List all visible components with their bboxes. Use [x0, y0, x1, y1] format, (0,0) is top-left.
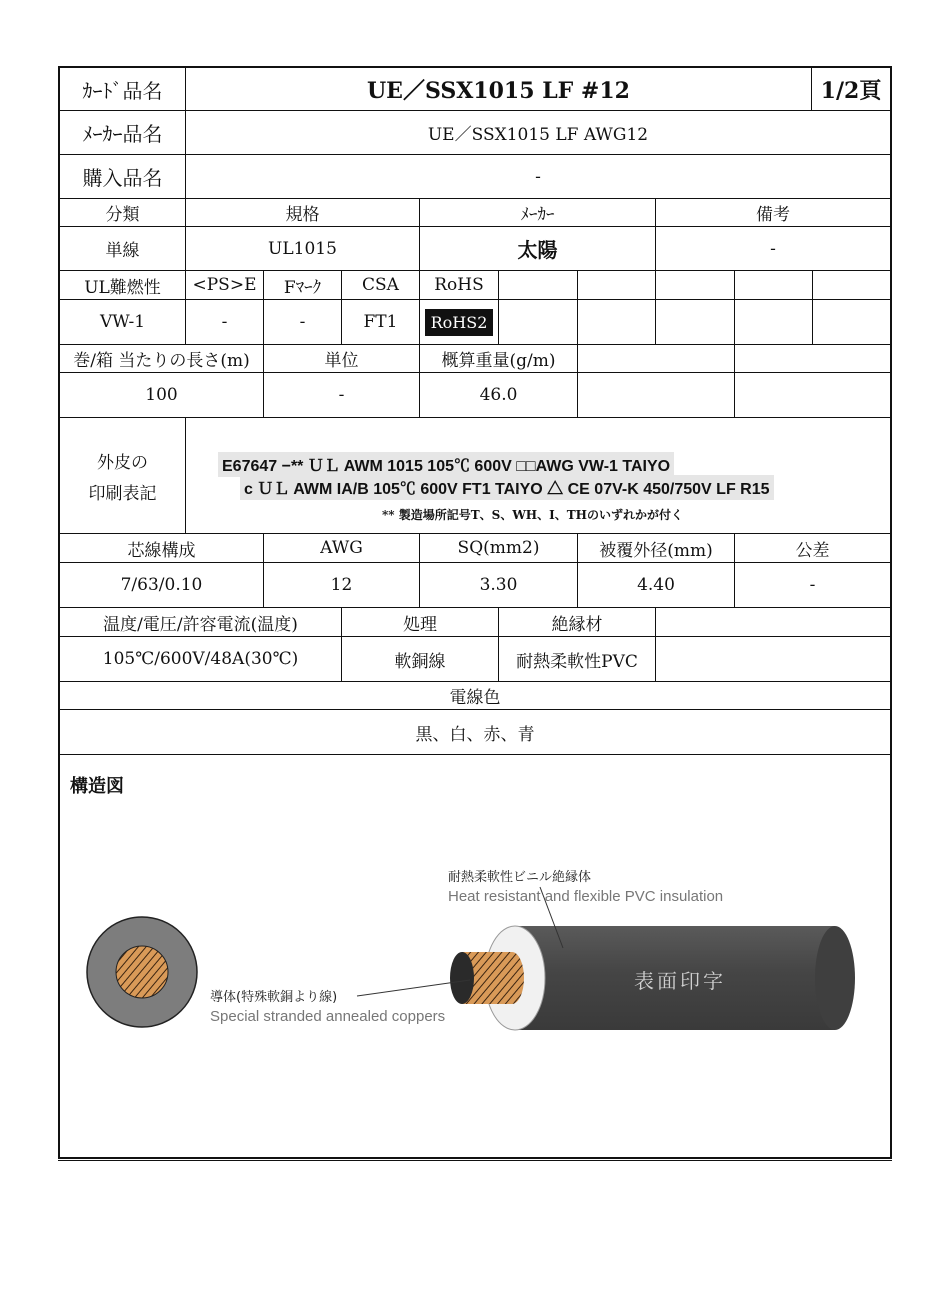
classification-value: 単線: [60, 227, 186, 271]
sq-value: 3.30: [420, 563, 578, 608]
pse-value: -: [186, 300, 264, 345]
remarks-value: -: [656, 227, 890, 271]
awg-header: AWG: [264, 534, 420, 563]
print-note: ** 製造場所記号T、S、WH、I、THのいずれかが付く: [382, 508, 684, 522]
wire-color-header: 電線色: [60, 682, 890, 710]
tolerance-header: 公差: [735, 534, 890, 563]
purchase-name-label: 購入品名: [60, 155, 186, 199]
strand-config-header: 芯線構成: [60, 534, 264, 563]
strand-config-value: 7/63/0.10: [60, 563, 264, 608]
outer-diameter-value: 4.40: [578, 563, 735, 608]
ul-flame-header: UL難燃性: [60, 271, 186, 300]
page-number: 1/2頁: [812, 68, 890, 111]
insulation-header: 絶縁材: [499, 608, 656, 637]
sq-header: SQ(mm2): [420, 534, 578, 563]
surface-print-label: 表面印字: [634, 969, 726, 993]
rohs-header: RoHS: [420, 271, 499, 300]
pse-header: <PS>E: [186, 271, 264, 300]
print-line-1: E67647 −** ＵＬ AWM 1015 105℃ 600V □□AWG VW-1 TAIYO: [218, 452, 674, 477]
tolerance-value: -: [735, 563, 890, 608]
card-name-value: UE／SSX1015 LF #12: [186, 68, 812, 111]
treatment-header: 処理: [342, 608, 499, 637]
card-name-label: ｶｰﾄﾞ品名: [60, 68, 186, 111]
maker-name-label: ﾒｰｶｰ品名: [60, 111, 186, 155]
rating-header: 温度/電圧/許容電流(温度): [60, 608, 342, 637]
conductor-label-jp: 導体(特殊軟銅より線): [210, 990, 338, 1005]
length-per-reel-header: 巻/箱 当たりの長さ(m): [60, 345, 264, 373]
awg-value: 12: [264, 563, 420, 608]
length-per-reel-value: 100: [60, 373, 264, 418]
weight-value: 46.0: [420, 373, 578, 418]
outer-diameter-header: 被覆外径(mm): [578, 534, 735, 563]
unit-header: 単位: [264, 345, 420, 373]
standard-header: 規格: [186, 199, 420, 227]
insulation-value: 耐熱柔軟性PVC: [499, 637, 656, 682]
maker-header: ﾒｰｶｰ: [420, 199, 656, 227]
f-mark-value: -: [264, 300, 342, 345]
remarks-header: 備考: [656, 199, 890, 227]
wire-color-value: 黒、白、赤、青: [60, 710, 890, 755]
insulation-label-jp: 耐熱柔軟性ビニル絶縁体: [448, 870, 592, 885]
rohs-value: RoHS2: [425, 309, 494, 336]
structure-diagram-title: 構造図: [70, 776, 124, 797]
rating-value: 105℃/600V/48A(30℃): [60, 637, 342, 682]
conductor-label-en: Special stranded annealed coppers: [210, 1008, 446, 1025]
weight-header: 概算重量(g/m): [420, 345, 578, 373]
treatment-value: 軟銅線: [342, 637, 499, 682]
ul-flame-value: VW-1: [60, 300, 186, 345]
unit-value: -: [264, 373, 420, 418]
maker-value: 太陽: [420, 227, 656, 271]
maker-name-value: UE／SSX1015 LF AWG12: [186, 111, 890, 155]
f-mark-header: Fﾏｰｸ: [264, 271, 342, 300]
classification-header: 分類: [60, 199, 186, 227]
purchase-name-value: -: [186, 155, 890, 199]
insulation-label-en: Heat resistant and flexible PVC insulation: [448, 888, 724, 905]
printing-label-line2: 印刷表記: [88, 483, 157, 504]
standard-value: UL1015: [186, 227, 420, 271]
csa-value: FT1: [342, 300, 420, 345]
cross-section-icon: [87, 917, 197, 1027]
print-line-2: c ＵＬ AWM IA/B 105℃ 600V FT1 TAIYO △ CE 07V-K 450/750V LF R15: [240, 475, 774, 500]
csa-header: CSA: [342, 271, 420, 300]
printing-label-line1: 外皮の: [97, 452, 148, 473]
